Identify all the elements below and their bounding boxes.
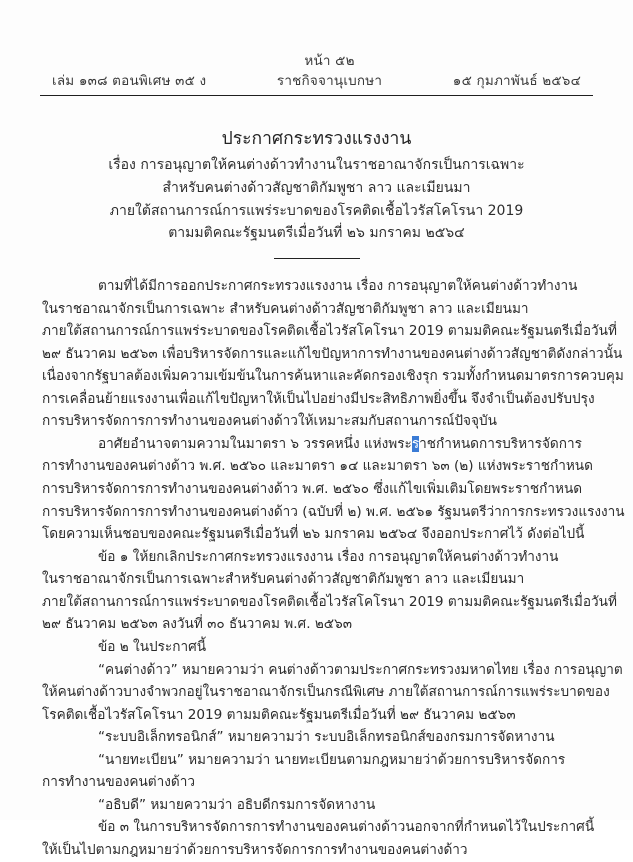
paragraph-authority-line-3: การบริหารจัดการการทำงานของคนต่างด้าว พ.ศ. ๒๕๖๐ ซึ่งแก้ไขเพิ่มเติมโดยพระราชกำหนด	[42, 481, 583, 497]
subtitle-line-2: สำหรับคนต่างด้าวสัญชาติกัมพูชา ลาว และเมียนมา	[162, 179, 471, 196]
authority-text-before-selection: อาศัยอำนาจตามความในมาตรา ๖ วรรคหนึ่ง แห่งพระ	[98, 435, 412, 452]
clause-1-line-1: ข้อ ๑ ให้ยกเลิกประกาศกระทรวงแรงงาน เรื่อง การอนุญาตให้คนต่างด้าวทำงาน	[98, 548, 559, 565]
paragraph-authority-line-5: โดยความเห็นชอบของคณะรัฐมนตรีเมื่อวันที่ ๒๖ มกราคม ๒๕๖๔ จึงออกประกาศไว้ ดังต่อไปนี้	[42, 526, 585, 543]
title-block	[60, 126, 573, 259]
clause-2	[42, 636, 623, 817]
paragraph-preamble-line-1: ตามที่ได้มีการออกประกาศกระทรวงแรงงาน เรื่อง การอนุญาตให้คนต่างด้าวทำงาน	[98, 277, 578, 294]
paragraph-preamble-line-4: ๒๙ ธันวาคม ๒๕๖๓ เพื่อบริหารจัดการและแก้ไขปัญหาการทำงานของคนต่างด้าวสัญชาติดังกล่าวนั้น	[42, 345, 623, 362]
paragraph-preamble-line-5: เนื่องจากรัฐบาลต้องเพิ่มความเข้มข้นในการค้นหาและคัดกรองเชิงรุก รวมทั้งกำหนดมาตรการควบคุม	[42, 368, 624, 385]
subtitle-line-1: เรื่อง การอนุญาตให้คนต่างด้าวทำงานในราชอาณาจักรเป็นการเฉพาะ	[108, 157, 525, 174]
header-center-block	[206, 52, 453, 91]
clause-1	[42, 546, 617, 636]
document-title: ประกาศกระทรวงแรงงาน	[221, 129, 412, 149]
clause-3	[42, 816, 595, 861]
paragraph-authority-line-4: การบริหารจัดการการทำงานของคนต่างด้าว (ฉบับที่ ๒) พ.ศ. ๒๕๖๑ รัฐมนตรีว่าการกระทรวงแรงงาน	[42, 503, 625, 520]
clause-1-line-4: ๒๙ ธันวาคม ๒๕๖๓ ลงวันที่ ๓๐ ธันวาคม พ.ศ. ๒๕๖๓	[42, 616, 353, 633]
subtitle-line-4: ตามมติคณะรัฐมนตรีเมื่อวันที่ ๒๖ มกราคม ๒๕๖๔	[168, 225, 465, 242]
clause-1-line-2: ในราชอาณาจักรเป็นการเฉพาะสำหรับคนต่างด้าวสัญชาติกัมพูชา ลาว และเมียนมา	[42, 571, 525, 588]
paragraph-preamble-line-2: ในราชอาณาจักรเป็นการเฉพาะ สำหรับคนต่างด้าวสัญชาติกัมพูชา ลาว และเมียนมา	[42, 300, 529, 317]
clause-1-line-3: ภายใต้สถานการณ์การแพร่ระบาดของโรคติดเชื้อไวรัสโคโรนา 2019 ตามมติคณะรัฐมนตรีเมื่อวันที่	[42, 593, 617, 610]
selected-text-highlight[interactable]: ร	[411, 435, 420, 452]
document-body	[42, 275, 625, 862]
header-divider-rule	[40, 95, 593, 96]
title-divider-rule	[274, 258, 360, 259]
clause-2-heading: ข้อ ๒ ในประกาศนี้	[98, 638, 207, 655]
gazette-running-head	[40, 0, 593, 104]
paragraph-legal-authority	[42, 433, 625, 546]
authority-text-after-selection: าชกำหนดการบริหารจัดการ	[419, 435, 582, 452]
definition-alien-line-2: ให้คนต่างด้าวบางจำพวกอยู่ในราชอาณาจักรเป็นกรณีพิเศษ ภายใต้สถานการณ์การแพร่ระบาดของ	[42, 684, 610, 701]
clause-3-line-2: ให้เป็นไปตามกฎหมายว่าด้วยการบริหารจัดการการทำงานของคนต่างด้าว	[42, 842, 468, 858]
definition-alien-line-1: “คนต่างด้าว” หมายความว่า คนต่างด้าวตามประกาศกระทรวงมหาดไทย เรื่อง การอนุญาต	[98, 661, 623, 678]
volume-issue-label: เล่ม ๑๓๘ ตอนพิเศษ ๓๕ ง	[52, 72, 207, 89]
page-number-label: หน้า ๕๒	[304, 53, 355, 69]
definition-director-general-line-1: “อธิบดี” หมายความว่า อธิบดีกรมการจัดหางาน	[98, 796, 376, 813]
paragraph-preamble-line-3: ภายใต้สถานการณ์การแพร่ระบาดของโรคติดเชื้อไวรัสโคโรนา 2019 ตามมติคณะรัฐมนตรีเมื่อวันที่	[42, 323, 617, 340]
paragraph-preamble-line-7: การบริหารจัดการการทำงานของคนต่างด้าวให้เหมาะสมกับสถานการณ์ปัจจุบัน	[42, 413, 497, 430]
paragraph-authority-line-1	[42, 433, 591, 456]
subtitle-line-3: ภายใต้สถานการณ์การแพร่ระบาดของโรคติดเชื้อไวรัสโคโรนา 2019	[109, 202, 524, 219]
clause-3-line-1: ข้อ ๓ ในการบริหารจัดการการทำงานของคนต่างด้าวนอกจากที่กำหนดไว้ในประกาศนี้	[98, 819, 595, 836]
paragraph-preamble	[42, 275, 624, 433]
definition-registrar-line-2: การทำงานของคนต่างด้าว	[42, 774, 195, 791]
header-row	[40, 52, 593, 91]
gazette-name-label: ราชกิจจานุเบกษา	[276, 72, 383, 89]
definition-alien-line-3: โรคติดเชื้อไวรัสโคโรนา 2019 ตามมติคณะรัฐมนตรีเมื่อวันที่ ๒๙ ธันวาคม ๒๕๖๓	[42, 706, 516, 723]
publication-date-label: ๑๕ กุมภาพันธ์ ๒๕๖๔	[452, 72, 581, 89]
paragraph-preamble-line-6: การเคลื่อนย้ายแรงงานเพื่อแก้ไขปัญหาให้เป็นไปอย่างมีประสิทธิภาพยิ่งขึ้น จึงจำเป็นต้องปรับปรุง	[42, 390, 595, 407]
definition-electronic-system-line-1: “ระบบอิเล็กทรอนิกส์” หมายความว่า ระบบอิเล็กทรอนิกส์ของกรมการจัดหางาน	[98, 729, 555, 746]
paragraph-authority-line-2: การทำงานของคนต่างด้าว พ.ศ. ๒๕๖๐ และมาตรา ๑๔ และมาตรา ๖๓ (๒) แห่งพระราชกำหนด	[42, 458, 593, 475]
definition-registrar-line-1: “นายทะเบียน” หมายความว่า นายทะเบียนตามกฎหมายว่าด้วยการบริหารจัดการ	[98, 751, 566, 768]
